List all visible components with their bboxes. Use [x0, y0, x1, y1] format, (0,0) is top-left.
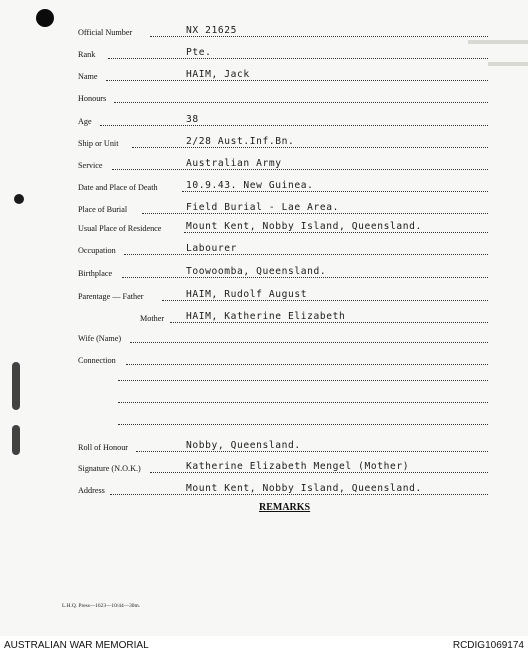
archive-reference: RCDIG1069174 [452, 640, 524, 651]
dotted-line [150, 36, 488, 37]
field-label: Rank [78, 50, 96, 59]
field-value: NX 21625 [186, 25, 238, 36]
field-place-of-burial [78, 199, 488, 215]
dotted-line [106, 80, 488, 81]
field-value: Mount Kent, Nobby Island, Queensland. [186, 483, 422, 494]
dotted-line [150, 472, 488, 473]
dotted-line [100, 125, 488, 126]
field-value: HAIM, Katherine Elizabeth [186, 311, 346, 322]
field-value: Toowoomba, Queensland. [186, 266, 327, 277]
field-label: Ship or Unit [78, 139, 119, 148]
dotted-line [114, 102, 488, 103]
field-label: Age [78, 117, 92, 126]
field-label: Address [78, 486, 105, 495]
dotted-line [132, 147, 488, 148]
field-label: Roll of Honour [78, 443, 129, 452]
field-value: Katherine Elizabeth Mengel (Mother) [186, 461, 410, 472]
field-label: Usual Place of Residence [78, 224, 162, 233]
field-rank [78, 44, 488, 60]
field-label: Official Number [78, 28, 133, 37]
dotted-line [142, 213, 488, 214]
field-parentage-mother [78, 308, 488, 324]
field-value: 10.9.43. New Guinea. [186, 180, 314, 191]
connection-line [118, 380, 488, 381]
field-name [78, 66, 488, 82]
binding-hole-mark [12, 362, 20, 410]
remarks-heading: REMARKS [259, 502, 311, 513]
connection-line [118, 402, 488, 403]
dotted-line [126, 364, 488, 365]
dotted-line [112, 169, 488, 170]
field-age [78, 111, 488, 127]
field-occupation [78, 240, 488, 256]
field-value: Pte. [186, 47, 212, 58]
dotted-line [136, 451, 488, 452]
field-ship-or-unit [78, 133, 488, 149]
field-label: Signature (N.O.K.) [78, 464, 141, 473]
dotted-line [184, 232, 488, 233]
field-label: Name [78, 72, 98, 81]
field-label: Connection [78, 356, 116, 365]
archive-footer [0, 638, 528, 654]
punch-hole-top [36, 9, 54, 27]
dotted-line [110, 494, 488, 495]
bleed-through-mark [488, 62, 528, 66]
field-wife-name [78, 328, 488, 344]
field-usual-residence [78, 218, 488, 234]
dotted-line [122, 277, 488, 278]
field-value: HAIM, Rudolf August [186, 289, 308, 300]
field-connection [78, 350, 488, 366]
punch-hole-mark [14, 194, 24, 204]
field-value: Field Burial - Lae Area. [186, 202, 340, 213]
field-honours [78, 88, 488, 104]
field-label: Date and Place of Death [78, 183, 158, 192]
field-label: Service [78, 161, 103, 170]
dotted-line [124, 254, 488, 255]
field-signature-nok [78, 458, 488, 474]
field-label: Place of Burial [78, 205, 128, 214]
field-parentage-father [78, 286, 488, 302]
field-value: Nobby, Queensland. [186, 440, 301, 451]
printer-imprint: L.H.Q. Press—1623—10/44—30m. [62, 603, 141, 609]
field-value: Australian Army [186, 158, 282, 169]
field-value: 38 [186, 114, 199, 125]
field-label: Occupation [78, 246, 116, 255]
dotted-line [182, 191, 488, 192]
field-official-number [78, 22, 488, 38]
field-label: Parentage — Father [78, 292, 144, 301]
field-roll-of-honour [78, 437, 488, 453]
field-date-place-of-death [78, 177, 488, 193]
dotted-line [130, 342, 488, 343]
field-birthplace [78, 263, 488, 279]
field-label: Honours [78, 94, 107, 103]
connection-line [118, 424, 488, 425]
field-label: Wife (Name) [78, 334, 122, 343]
field-value: 2/28 Aust.Inf.Bn. [186, 136, 295, 147]
dotted-line [162, 300, 488, 301]
dotted-line [108, 58, 488, 59]
field-value: Labourer [186, 243, 238, 254]
archive-name: AUSTRALIAN WAR MEMORIAL [4, 640, 149, 651]
field-service [78, 155, 488, 171]
binding-hole-mark-lower [12, 425, 20, 455]
dotted-line [170, 322, 488, 323]
field-address [78, 480, 488, 496]
field-label: Birthplace [78, 269, 113, 278]
field-label: Mother [140, 314, 165, 323]
field-value: Mount Kent, Nobby Island, Queensland. [186, 221, 422, 232]
field-value: HAIM, Jack [186, 69, 250, 80]
